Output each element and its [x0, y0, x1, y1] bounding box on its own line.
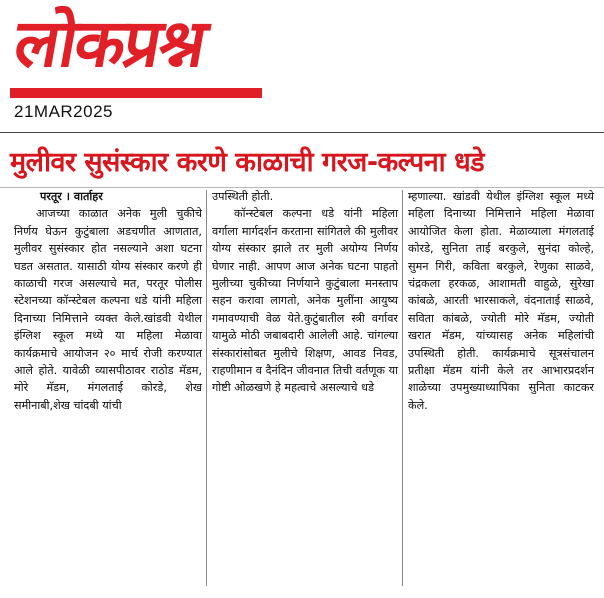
article-paragraph: म्हणाल्या. खांडवी येथील इंग्लिश स्कूल मध्ये महिला दिनाच्या निमित्ताने महिला मेळावा आयोजित केला होता. मेळाव्याला मंगलताई कोरडे, सुनिता ताई बरकुले, सुनंदा कोल्हे, सुमन गिरी, कविता बरकुले, रेणुका साळवे, चंद्रकला हरकळ, आशामती वाहुळे, सुरेखा कांबळे, आरती भारसाकले, वंदनाताई साळवे, सविता कांबळे, ज्योती मोरे मॅडम, ज्योती खरात मॅडम, यांच्यासह अनेक महिलांची उपस्थिती होती. कार्यक्रमाचे सूत्रसंचालन प्रतीक्षा मॅडम यांनी केले तर आभारप्रदर्शन शाळेच्या उपमुख्याध्यापिका सुनिता काटकर केले. — [408, 190, 594, 412]
column-divider — [206, 190, 207, 586]
article-paragraph: कॉन्स्टेबल कल्पना धडे यांनी महिला वर्गाला मार्गदर्शन करताना सांगितले की मुलीवर योग्य संस्कार झाले तर मुली अयोग्य निर्णय घेणार नाही. आपण आज अनेक घटना पाहतो मुलीच्या चुकीच्या निर्णयाने कुटुंबाला मनस्ताप सहन करावा लागतो, अनेक मुलींना आयुष्य गमावण्याची वेळ येते.कुटुंबातील स्त्री वर्गावर यामुळे मोठी जबाबदारी आलेली आहे. चांगल्या संस्कारांसोबत मुलीचे शिक्षण, आवड निवड, राहणीमान व दैनंदिन जीवनात तिची वर्तणूक या गोष्टी ओळखणे हे महत्वाचे असल्याचे धडे — [212, 207, 398, 395]
column-divider — [402, 190, 403, 586]
logo-underline — [10, 88, 262, 98]
article-headline: मुलीवर सुसंस्कार करणे काळाची गरज-कल्पना धडे — [10, 147, 485, 178]
newspaper-logo: लोकप्रश्न — [8, 5, 212, 82]
article-column-2 — [212, 188, 398, 590]
masthead — [8, 2, 308, 102]
article-paragraph: उपस्थिती होती. — [212, 190, 274, 203]
article-paragraph: आजच्या काळात अनेक मुली चुकीचे निर्णय घेऊन कुटुंबाला अडचणीत आणतात, मुलीवर सुसंस्कार होत नसल्याने अशा घटना घडत असतात. यासाठी योग्य संस्कार करणे ही काळाची गरज असल्याचे मत, परतूर पोलीस स्टेशनच्या कॉन्स्टेबल कल्पना धडे यांनी महिला दिनाच्या निमित्ताने व्यक्त केले.खांडवी येथील इंग्लिश स्कूल मध्ये या महिला मेळावा कार्यक्रमाचे आयोजन २० मार्च रोजी करण्यात आले होते. यावेळी व्यासपीठावर राठोड मॅडम, मोरे मॅडम, मंगलताई कोरडे, शेख समीनाबी,शेख चांदबी यांची — [14, 207, 202, 412]
article-column-3 — [408, 188, 594, 590]
header-rule — [0, 132, 604, 133]
article-dateline: परतूर । वार्ताहर — [40, 190, 103, 203]
publication-date: 21MAR2025 — [14, 102, 114, 121]
article-column-1 — [14, 188, 202, 590]
